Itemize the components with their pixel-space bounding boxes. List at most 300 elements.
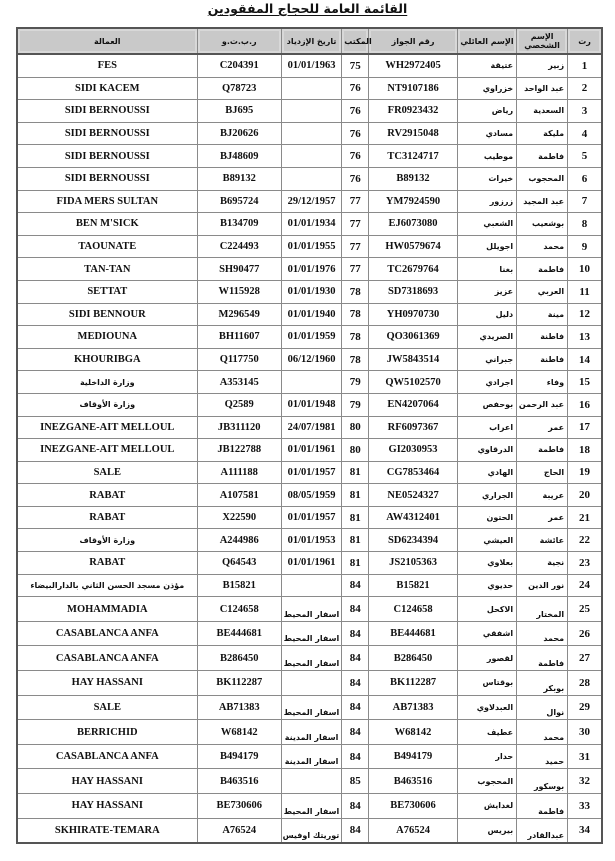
cell-office: 76 <box>342 100 369 123</box>
document-title-text: القائمة العامة للحجاج المفقودين <box>207 1 408 16</box>
cell-passport: W68142 <box>369 720 457 745</box>
cell-first-name: عريبة <box>517 484 568 507</box>
cell-first-name: عائشة <box>517 529 568 552</box>
table-row <box>17 818 602 843</box>
cell-office: 81 <box>342 506 369 529</box>
cell-first-name: عمر <box>517 506 568 529</box>
cell-passport: TC3124717 <box>369 145 457 168</box>
cell-passport: AB71383 <box>369 695 457 720</box>
table-row <box>17 671 602 696</box>
cell-prefecture: وزارة الأوقاف <box>17 393 197 416</box>
cell-rank: 21 <box>568 506 602 529</box>
cell-family-name: جبراني <box>457 348 516 371</box>
cell-prefecture: SKHIRATE-TEMARA <box>17 818 197 843</box>
table-body <box>17 54 602 843</box>
cell-first-name: نور الدين <box>517 574 568 597</box>
cell-prefecture: CASABLANCA ANFA <box>17 621 197 646</box>
cell-passport: SD6234394 <box>369 529 457 552</box>
cell-family-name: بيريس <box>457 818 516 843</box>
header-family-name: الإسم العائلي <box>457 28 516 54</box>
cell-passport: BE444681 <box>369 621 457 646</box>
cell-birth-date: 01/01/1953 <box>281 529 341 552</box>
cell-family-name: الجراري <box>457 484 516 507</box>
cell-agency: اسفار المحيط <box>283 634 340 644</box>
cell-family-name: لقصور <box>457 646 516 671</box>
cell-first-name: عبد الواحد <box>517 77 568 100</box>
cell-rank: 4 <box>568 122 602 145</box>
cell-family-name: موطيب <box>457 145 516 168</box>
cell-birth-date: 01/01/1934 <box>281 213 341 236</box>
table-row <box>17 54 602 77</box>
cell-office: 84 <box>342 597 369 622</box>
cell-rank: 18 <box>568 439 602 462</box>
table-row <box>17 439 602 462</box>
table-row <box>17 122 602 145</box>
cell-first-name: عبدالقادر <box>517 818 568 843</box>
cell-prefecture: SALE <box>17 695 197 720</box>
header-id-card: ر.ب.ت.و <box>197 28 281 54</box>
cell-first-name: مليكة <box>517 122 568 145</box>
cell-family-name: الاكحل <box>457 597 516 622</box>
cell-first-name: فاطنة <box>517 326 568 349</box>
cell-prefecture: مؤذن مسجد الحسن الثاني بالدارالبيضاء <box>17 574 197 597</box>
cell-office: 81 <box>342 484 369 507</box>
cell-family-name: بغنا <box>457 258 516 281</box>
cell-prefecture: CASABLANCA ANFA <box>17 646 197 671</box>
table-row <box>17 695 602 720</box>
cell-id-card: W68142 <box>197 720 281 745</box>
cell-birth-date <box>281 794 341 819</box>
cell-agency: اسفار المدينة <box>284 732 339 742</box>
cell-first-name: وفاء <box>517 371 568 394</box>
cell-passport: A76524 <box>369 818 457 843</box>
cell-first-name: نجية <box>517 552 568 575</box>
cell-office: 84 <box>342 818 369 843</box>
cell-prefecture: SIDI BERNOUSSI <box>17 122 197 145</box>
cell-office: 84 <box>342 574 369 597</box>
cell-id-card: B494179 <box>197 744 281 769</box>
cell-office: 81 <box>342 552 369 575</box>
cell-birth-date <box>281 720 341 745</box>
table-row <box>17 167 602 190</box>
cell-birth-date: 01/01/1955 <box>281 235 341 258</box>
cell-family-name: عتيقة <box>457 54 516 77</box>
cell-rank: 20 <box>568 484 602 507</box>
table-row <box>17 506 602 529</box>
cell-family-name: خزراوي <box>457 77 516 100</box>
cell-first-name: المختار <box>517 597 568 622</box>
cell-rank: 23 <box>568 552 602 575</box>
cell-birth-date <box>281 122 341 145</box>
cell-prefecture: SETTAT <box>17 280 197 303</box>
header-birth-date: تاريخ الإزدياد <box>281 28 341 54</box>
cell-rank: 3 <box>568 100 602 123</box>
table-row <box>17 100 602 123</box>
cell-first-name: فاطمة <box>517 439 568 462</box>
cell-rank: 29 <box>568 695 602 720</box>
cell-birth-date <box>281 695 341 720</box>
cell-first-name: السعدية <box>517 100 568 123</box>
cell-office: 81 <box>342 529 369 552</box>
cell-passport: B494179 <box>369 744 457 769</box>
cell-family-name: حديوي <box>457 574 516 597</box>
cell-birth-date <box>281 371 341 394</box>
cell-birth-date: 01/01/1976 <box>281 258 341 281</box>
cell-family-name: الحتون <box>457 506 516 529</box>
cell-prefecture: RABAT <box>17 506 197 529</box>
cell-id-card: A353145 <box>197 371 281 394</box>
table-row <box>17 794 602 819</box>
cell-rank: 24 <box>568 574 602 597</box>
cell-rank: 26 <box>568 621 602 646</box>
cell-first-name: بوسكور <box>517 769 568 794</box>
cell-first-name: بوشعيب <box>517 213 568 236</box>
table-row <box>17 235 602 258</box>
cell-birth-date <box>281 769 341 794</box>
cell-first-name: فاطمة <box>517 145 568 168</box>
cell-office: 77 <box>342 190 369 213</box>
cell-first-name: نوال <box>517 695 568 720</box>
table-row <box>17 77 602 100</box>
cell-prefecture: TAN-TAN <box>17 258 197 281</box>
document-title <box>0 0 615 22</box>
cell-first-name: عمر <box>517 416 568 439</box>
cell-family-name: رياض <box>457 100 516 123</box>
header-office: المكتب <box>342 28 369 54</box>
cell-family-name: بعلاوي <box>457 552 516 575</box>
table-row <box>17 371 602 394</box>
cell-id-card: B89132 <box>197 167 281 190</box>
cell-passport: EJ6073080 <box>369 213 457 236</box>
table-row <box>17 646 602 671</box>
cell-first-name: محمد <box>517 621 568 646</box>
cell-birth-date: 01/01/1930 <box>281 280 341 303</box>
cell-office: 77 <box>342 213 369 236</box>
cell-rank: 15 <box>568 371 602 394</box>
cell-id-card: JB311120 <box>197 416 281 439</box>
cell-office: 75 <box>342 54 369 77</box>
cell-id-card: BJ695 <box>197 100 281 123</box>
cell-id-card: BE444681 <box>197 621 281 646</box>
cell-id-card: W115928 <box>197 280 281 303</box>
cell-first-name: فاطمة <box>517 258 568 281</box>
cell-id-card: Q64543 <box>197 552 281 575</box>
cell-birth-date: 06/12/1960 <box>281 348 341 371</box>
cell-rank: 9 <box>568 235 602 258</box>
cell-birth-date: 01/01/1940 <box>281 303 341 326</box>
cell-passport: TC2679764 <box>369 258 457 281</box>
header-rank: رت <box>568 28 602 54</box>
cell-id-card: BJ20626 <box>197 122 281 145</box>
cell-agency: اسفار المحيط <box>283 659 340 669</box>
cell-birth-date <box>281 646 341 671</box>
table-row <box>17 552 602 575</box>
cell-birth-date: 01/01/1948 <box>281 393 341 416</box>
cell-office: 84 <box>342 695 369 720</box>
cell-rank: 17 <box>568 416 602 439</box>
cell-office: 84 <box>342 646 369 671</box>
cell-first-name: فاطنة <box>517 348 568 371</box>
table-row <box>17 348 602 371</box>
cell-prefecture: HAY HASSANI <box>17 794 197 819</box>
cell-birth-date: 01/01/1957 <box>281 506 341 529</box>
cell-id-card: BK112287 <box>197 671 281 696</box>
table-row <box>17 769 602 794</box>
cell-birth-date: 01/01/1961 <box>281 439 341 462</box>
cell-id-card: C204391 <box>197 54 281 77</box>
cell-rank: 5 <box>568 145 602 168</box>
cell-prefecture: INEZGANE-AIT MELLOUL <box>17 439 197 462</box>
cell-birth-date: 01/01/1957 <box>281 461 341 484</box>
cell-office: 84 <box>342 794 369 819</box>
cell-id-card: BJ48609 <box>197 145 281 168</box>
cell-office: 78 <box>342 326 369 349</box>
cell-prefecture: INEZGANE-AIT MELLOUL <box>17 416 197 439</box>
cell-rank: 12 <box>568 303 602 326</box>
cell-first-name: عبد الرحمن <box>517 393 568 416</box>
cell-office: 85 <box>342 769 369 794</box>
table-row <box>17 213 602 236</box>
cell-family-name: الدرقاوي <box>457 439 516 462</box>
cell-family-name: المحجوب <box>457 769 516 794</box>
cell-id-card: A244986 <box>197 529 281 552</box>
cell-office: 77 <box>342 258 369 281</box>
table-row <box>17 529 602 552</box>
cell-rank: 28 <box>568 671 602 696</box>
cell-passport: RV2915048 <box>369 122 457 145</box>
cell-passport: BK112287 <box>369 671 457 696</box>
cell-first-name: الحاج <box>517 461 568 484</box>
cell-birth-date <box>281 574 341 597</box>
cell-rank: 34 <box>568 818 602 843</box>
cell-id-card: B15821 <box>197 574 281 597</box>
cell-birth-date <box>281 744 341 769</box>
cell-office: 80 <box>342 416 369 439</box>
cell-first-name: فاطمة <box>517 794 568 819</box>
cell-id-card: SH90477 <box>197 258 281 281</box>
cell-id-card: C124658 <box>197 597 281 622</box>
cell-passport: B89132 <box>369 167 457 190</box>
cell-agency: توريتك اوفيس <box>282 831 340 841</box>
cell-rank: 8 <box>568 213 602 236</box>
cell-rank: 22 <box>568 529 602 552</box>
header-first-name: الإسم الشخصي <box>517 28 568 54</box>
cell-passport: EN4207064 <box>369 393 457 416</box>
cell-id-card: C224493 <box>197 235 281 258</box>
cell-office: 79 <box>342 371 369 394</box>
cell-prefecture: FES <box>17 54 197 77</box>
cell-passport: NE0524327 <box>369 484 457 507</box>
table-row <box>17 720 602 745</box>
cell-passport: B463516 <box>369 769 457 794</box>
cell-prefecture: TAOUNATE <box>17 235 197 258</box>
cell-prefecture: SIDI BENNOUR <box>17 303 197 326</box>
cell-passport: JS2105363 <box>369 552 457 575</box>
cell-prefecture: MOHAMMADIA <box>17 597 197 622</box>
cell-id-card: BH11607 <box>197 326 281 349</box>
cell-first-name: زبير <box>517 54 568 77</box>
cell-prefecture: BEN M'SICK <box>17 213 197 236</box>
cell-agency: اسفار المدينة <box>284 757 339 767</box>
cell-id-card: BE730606 <box>197 794 281 819</box>
cell-rank: 1 <box>568 54 602 77</box>
cell-office: 84 <box>342 621 369 646</box>
cell-passport: YM7924590 <box>369 190 457 213</box>
cell-prefecture: KHOURIBGA <box>17 348 197 371</box>
cell-birth-date <box>281 167 341 190</box>
cell-passport: FR0923432 <box>369 100 457 123</box>
cell-office: 84 <box>342 720 369 745</box>
cell-office: 76 <box>342 145 369 168</box>
cell-rank: 2 <box>568 77 602 100</box>
cell-agency: اسفار المحيط <box>283 806 340 816</box>
cell-id-card: AB71383 <box>197 695 281 720</box>
cell-rank: 13 <box>568 326 602 349</box>
table-row <box>17 597 602 622</box>
cell-id-card: JB122788 <box>197 439 281 462</box>
cell-rank: 16 <box>568 393 602 416</box>
cell-id-card: B695724 <box>197 190 281 213</box>
table-row <box>17 461 602 484</box>
cell-birth-date: 01/01/1961 <box>281 552 341 575</box>
table-row <box>17 145 602 168</box>
cell-birth-date: 29/12/1957 <box>281 190 341 213</box>
cell-passport: CG7853464 <box>369 461 457 484</box>
header-passport: رقم الجواز <box>369 28 457 54</box>
cell-prefecture: FIDA MERS SULTAN <box>17 190 197 213</box>
cell-prefecture: RABAT <box>17 484 197 507</box>
table-row <box>17 484 602 507</box>
cell-family-name: بوحفص <box>457 393 516 416</box>
cell-prefecture: وزارة الداخلية <box>17 371 197 394</box>
cell-family-name: عزيز <box>457 280 516 303</box>
table-row <box>17 326 602 349</box>
cell-prefecture: SALE <box>17 461 197 484</box>
cell-office: 76 <box>342 77 369 100</box>
cell-rank: 33 <box>568 794 602 819</box>
cell-family-name: العيشي <box>457 529 516 552</box>
cell-office: 80 <box>342 439 369 462</box>
table-row <box>17 258 602 281</box>
table-row <box>17 393 602 416</box>
cell-passport: YH0970730 <box>369 303 457 326</box>
cell-first-name: مينة <box>517 303 568 326</box>
cell-prefecture: SIDI BERNOUSSI <box>17 167 197 190</box>
cell-family-name: عطيف <box>457 720 516 745</box>
cell-family-name: اعراب <box>457 416 516 439</box>
cell-prefecture: CASABLANCA ANFA <box>17 744 197 769</box>
table-row <box>17 621 602 646</box>
cell-rank: 10 <box>568 258 602 281</box>
cell-office: 76 <box>342 167 369 190</box>
cell-family-name: لغدايش <box>457 794 516 819</box>
cell-id-card: M296549 <box>197 303 281 326</box>
cell-passport: B286450 <box>369 646 457 671</box>
cell-passport: RF6097367 <box>369 416 457 439</box>
table-row <box>17 280 602 303</box>
cell-family-name: العبدلاوي <box>457 695 516 720</box>
cell-birth-date <box>281 100 341 123</box>
cell-passport: QW5102570 <box>369 371 457 394</box>
cell-agency: اسفار المحيط <box>283 609 340 619</box>
cell-first-name: العربي <box>517 280 568 303</box>
cell-passport: JW5843514 <box>369 348 457 371</box>
cell-birth-date: 01/01/1963 <box>281 54 341 77</box>
cell-first-name: عبد المجيد <box>517 190 568 213</box>
missing-pilgrims-table <box>16 27 603 844</box>
cell-office: 76 <box>342 122 369 145</box>
cell-passport: WH2972405 <box>369 54 457 77</box>
cell-office: 79 <box>342 393 369 416</box>
cell-office: 78 <box>342 303 369 326</box>
cell-prefecture: RABAT <box>17 552 197 575</box>
cell-passport: AW4312401 <box>369 506 457 529</box>
cell-office: 84 <box>342 744 369 769</box>
cell-rank: 11 <box>568 280 602 303</box>
cell-office: 77 <box>342 235 369 258</box>
cell-first-name: فاطمة <box>517 646 568 671</box>
cell-first-name: محمد <box>517 720 568 745</box>
cell-id-card: Q2589 <box>197 393 281 416</box>
cell-family-name: اجرادي <box>457 371 516 394</box>
cell-first-name: محمد <box>517 235 568 258</box>
cell-office: 81 <box>342 461 369 484</box>
table-row <box>17 744 602 769</box>
cell-family-name: الصريدي <box>457 326 516 349</box>
cell-rank: 19 <box>568 461 602 484</box>
cell-id-card: B286450 <box>197 646 281 671</box>
cell-rank: 27 <box>568 646 602 671</box>
cell-family-name: الشعبي <box>457 213 516 236</box>
cell-first-name: بوبكر <box>517 671 568 696</box>
cell-birth-date: 01/01/1959 <box>281 326 341 349</box>
header-prefecture: العمالة <box>17 28 197 54</box>
cell-birth-date <box>281 597 341 622</box>
cell-rank: 25 <box>568 597 602 622</box>
cell-passport: SD7318693 <box>369 280 457 303</box>
cell-birth-date: 08/05/1959 <box>281 484 341 507</box>
cell-id-card: B463516 <box>197 769 281 794</box>
cell-family-name: بوقتاس <box>457 671 516 696</box>
cell-prefecture: HAY HASSANI <box>17 671 197 696</box>
cell-rank: 30 <box>568 720 602 745</box>
cell-family-name: زرزور <box>457 190 516 213</box>
table-header-row <box>17 28 602 54</box>
cell-id-card: Q117750 <box>197 348 281 371</box>
cell-office: 78 <box>342 348 369 371</box>
cell-id-card: A111188 <box>197 461 281 484</box>
cell-family-name: دليل <box>457 303 516 326</box>
cell-prefecture: MEDIOUNA <box>17 326 197 349</box>
cell-birth-date <box>281 145 341 168</box>
cell-id-card: Q78723 <box>197 77 281 100</box>
cell-rank: 7 <box>568 190 602 213</box>
cell-id-card: X22590 <box>197 506 281 529</box>
cell-passport: HW0579674 <box>369 235 457 258</box>
cell-passport: QO3061369 <box>369 326 457 349</box>
cell-passport: B15821 <box>369 574 457 597</box>
cell-passport: C124658 <box>369 597 457 622</box>
table-row <box>17 574 602 597</box>
cell-rank: 14 <box>568 348 602 371</box>
cell-prefecture: BERRICHID <box>17 720 197 745</box>
cell-family-name: اجويلل <box>457 235 516 258</box>
cell-rank: 31 <box>568 744 602 769</box>
cell-id-card: A107581 <box>197 484 281 507</box>
cell-birth-date <box>281 621 341 646</box>
cell-id-card: A76524 <box>197 818 281 843</box>
cell-birth-date <box>281 671 341 696</box>
